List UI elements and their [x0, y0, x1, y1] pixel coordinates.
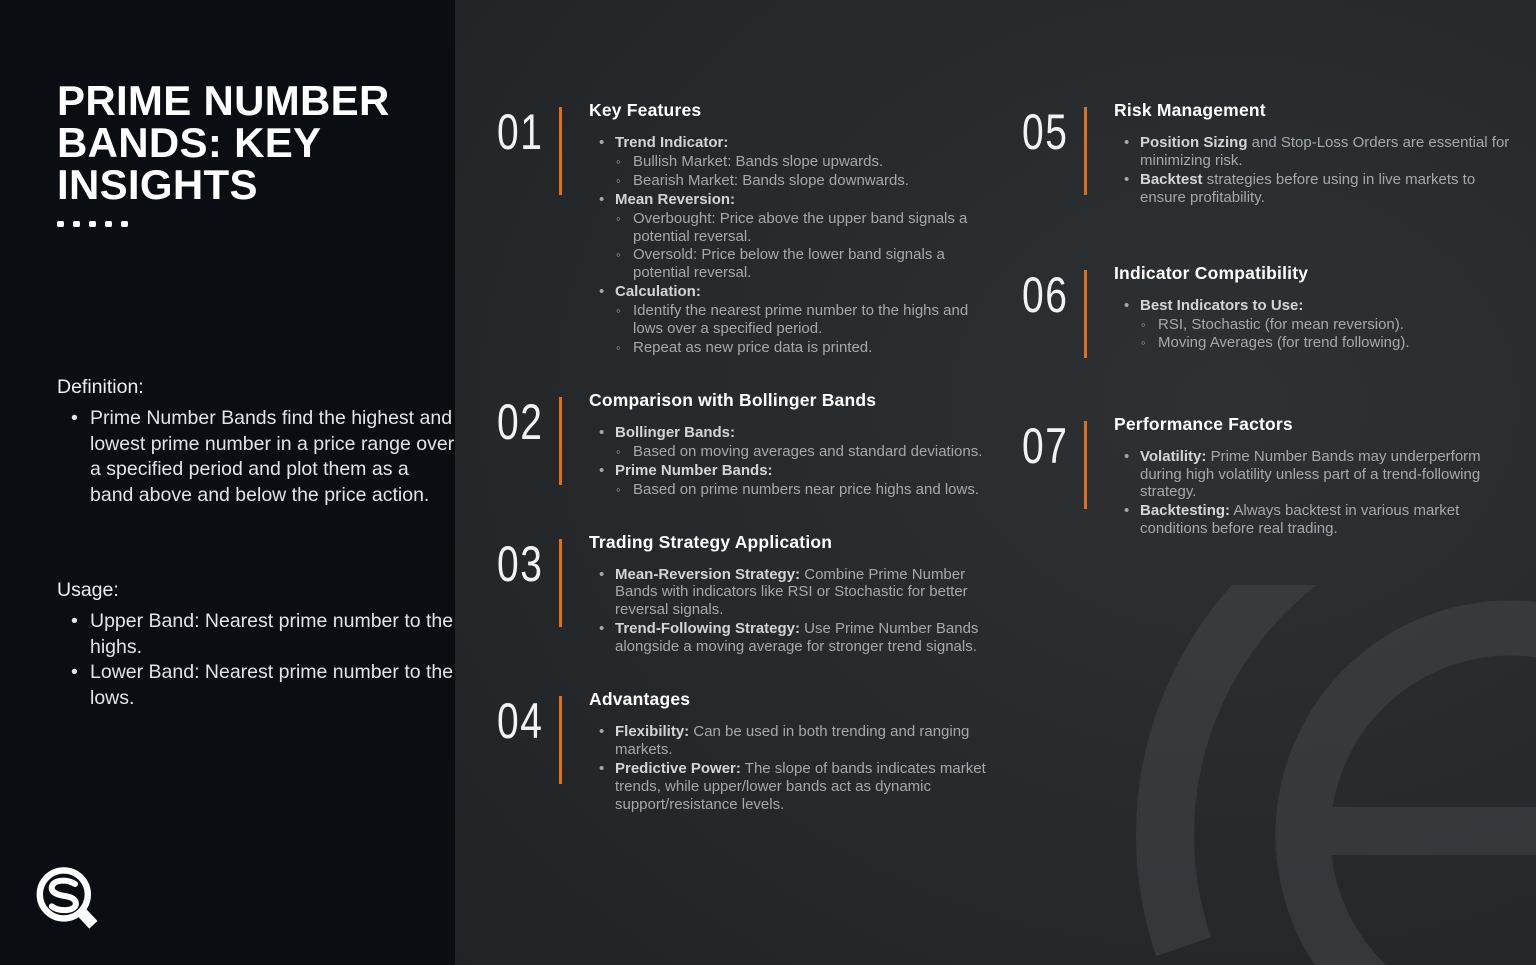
list-item: [589, 566, 989, 620]
list-item-bold-text: Backtesting:: [1140, 502, 1231, 520]
sub-list-item: [589, 153, 989, 171]
section-body: [589, 100, 989, 357]
list-item: [589, 424, 989, 442]
section-list: [589, 566, 989, 657]
list-item-bold-text: Best Indicators to Use:: [1140, 296, 1304, 314]
open-bullet-icon: ◦: [1141, 335, 1146, 351]
list-item: [1114, 134, 1519, 170]
list-item-bold-text: Trend-Following Strategy:: [615, 620, 801, 638]
section-accent-bar: [1084, 107, 1087, 195]
definition-block: [57, 376, 455, 508]
section-list: [1114, 448, 1519, 539]
open-bullet-icon: ◦: [616, 172, 621, 188]
section-number: 06: [1022, 266, 1069, 323]
sub-list-item: [589, 302, 989, 338]
list-item-text: [615, 462, 773, 480]
list-item: [57, 660, 455, 711]
sections-column-right: [1022, 100, 1519, 594]
bullet-icon: •: [1124, 296, 1130, 314]
section-title: Trading Strategy Application: [589, 531, 833, 552]
section-number: 04: [497, 693, 544, 750]
list-item: [589, 723, 989, 759]
section-accent-bar: [1084, 421, 1087, 509]
list-item: [589, 283, 989, 301]
title-dot: [89, 221, 96, 227]
list-item-bold-text: Bollinger Bands:: [615, 423, 736, 441]
list-item-text: Position Sizing and Stop-Loss Orders are essential for minimizing risk.: [1140, 134, 1510, 169]
list-item-bold-text: Predictive Power:: [615, 759, 741, 777]
list-item: [1114, 448, 1519, 502]
bullet-icon: •: [1124, 502, 1130, 520]
bullet-icon: •: [599, 283, 605, 301]
list-item-bold-text: Volatility:: [1140, 447, 1207, 465]
title-dot: [73, 221, 80, 227]
bullet-icon: •: [599, 620, 605, 638]
sub-list-item: [589, 443, 989, 461]
list-item-text: Backtest strategies before using in live markets to ensure profitability.: [1140, 170, 1476, 206]
list-item: [57, 609, 455, 660]
list-item-bold-text: Position Sizing: [1140, 134, 1248, 151]
open-bullet-icon: ◦: [616, 339, 621, 355]
section-title: Performance Factors: [1114, 413, 1293, 434]
list-item-text: [615, 191, 735, 209]
section-list: [589, 723, 989, 814]
sub-list-item-text: Bearish Market: Bands slope downwards.: [633, 171, 909, 189]
sub-list-item-text: RSI, Stochastic (for mean reversion).: [1158, 315, 1404, 333]
sections-column-left: [497, 100, 989, 847]
section-number: 02: [497, 393, 544, 450]
section-accent-bar: [559, 539, 562, 627]
list-item-bold-text: Mean-Reversion Strategy:: [615, 565, 801, 583]
section-05: [1022, 100, 1519, 207]
bullet-icon: •: [71, 407, 78, 429]
sub-list-item: [589, 481, 989, 499]
list-item: [589, 620, 989, 656]
title-dot: [105, 221, 112, 227]
section-list: [1114, 134, 1519, 207]
open-bullet-icon: ◦: [616, 443, 621, 459]
list-item-text: Predictive Power: The slope of bands indicates market trends, while upper/lower bands act as dynamic support/resistance levels.: [615, 759, 986, 813]
open-bullet-icon: ◦: [616, 303, 621, 319]
bullet-icon: •: [599, 134, 605, 151]
list-item-bold-text: Trend Indicator:: [615, 134, 729, 151]
list-item-text: Volatility: Prime Number Bands may underperform during high volatility unless part of a trend-following strategy.: [1140, 447, 1481, 501]
list-item: [57, 406, 455, 508]
section-accent-bar: [559, 696, 562, 784]
bullet-icon: •: [1124, 134, 1130, 151]
list-item-bold-text: Mean Reversion:: [615, 190, 736, 208]
section-list: [1114, 297, 1519, 353]
bullet-icon: •: [1124, 447, 1130, 465]
list-item-bold-text: Calculation:: [615, 283, 701, 301]
section-body: [1114, 414, 1519, 539]
bullet-icon: •: [1124, 170, 1130, 188]
section-accent-bar: [559, 397, 562, 485]
bullet-icon: •: [599, 759, 605, 777]
section-number: 05: [1022, 104, 1069, 160]
section-07: [1022, 414, 1519, 539]
sub-list-item-text: Identify the nearest prime number to the highs and lows over a specified period.: [633, 302, 969, 338]
section-title: Advantages: [589, 689, 691, 710]
list-item-text: Upper Band: Nearest prime number to the highs.: [90, 610, 454, 658]
bullet-icon: •: [599, 461, 605, 479]
title-dot: [57, 221, 64, 227]
page-title-line: BANDS: KEY: [57, 119, 322, 166]
usage-label: Usage:: [57, 579, 119, 601]
section-body: [589, 689, 989, 814]
sub-list-item-text: Bullish Market: Bands slope upwards.: [633, 152, 884, 170]
title-accent-dots: [57, 221, 128, 227]
section-body: [589, 390, 989, 499]
sub-list-item: [589, 339, 989, 357]
section-number: 01: [497, 104, 544, 160]
list-item-text: Flexibility: Can be used in both trending and ranging markets.: [615, 723, 970, 758]
open-bullet-icon: ◦: [616, 481, 621, 497]
sub-list-item-text: Overbought: Price above the upper band signals a potential reversal.: [633, 209, 968, 245]
definition-label: Definition:: [57, 376, 144, 398]
sub-list-item-text: Repeat as new price data is printed.: [633, 338, 873, 356]
section-list: [589, 134, 989, 357]
title-panel: [0, 0, 455, 965]
section-title: Risk Management: [1114, 100, 1266, 120]
list-item-text: [1140, 297, 1303, 315]
usage-block: [57, 579, 455, 711]
section-02: [497, 390, 989, 499]
sub-list-item: [589, 210, 989, 246]
bullet-icon: •: [599, 723, 605, 741]
open-bullet-icon: ◦: [616, 247, 621, 263]
bullet-icon: •: [599, 190, 605, 208]
list-item-text: [615, 134, 728, 152]
sub-list-item: [1114, 334, 1519, 352]
section-number: 07: [1022, 417, 1069, 474]
list-item-text: Mean-Reversion Strategy: Combine Prime Number Bands with indicators like RSI or Stochastic for better reversal signals.: [615, 565, 968, 619]
section-title: Comparison with Bollinger Bands: [589, 389, 877, 410]
sq-magnifier-logo-icon: [27, 860, 107, 940]
list-item-text: [615, 283, 701, 301]
list-item: [1114, 297, 1519, 315]
open-bullet-icon: ◦: [616, 210, 621, 226]
section-06: [1022, 263, 1519, 358]
open-bullet-icon: ◦: [616, 153, 621, 169]
definition-list: [57, 406, 455, 508]
list-item-text: Prime Number Bands find the highest and lowest prime number in a price range over a specified period and plot them as a band above and below the price action.: [90, 407, 455, 506]
sub-list-item: [589, 246, 989, 282]
sub-list-item-text: Based on prime numbers near price highs and lows.: [633, 480, 980, 498]
page-title: [57, 77, 447, 208]
section-list: [589, 424, 989, 499]
sub-list-item-text: Based on moving averages and standard deviations.: [633, 442, 983, 460]
bullet-icon: •: [71, 661, 78, 683]
list-item: [589, 191, 989, 209]
list-item: [589, 760, 989, 814]
page-title-line: PRIME NUMBER: [57, 77, 390, 124]
sub-list-item-text: Oversold: Price below the lower band signals a potential reversal.: [633, 246, 945, 282]
list-item-text: Lower Band: Nearest prime number to the lows.: [90, 661, 454, 709]
list-item: [1114, 171, 1519, 207]
list-item-text: Trend-Following Strategy: Use Prime Number Bands alongside a moving average for stronger trend signals.: [615, 620, 979, 656]
list-item: [1114, 502, 1519, 538]
page-title-line: INSIGHTS: [57, 161, 258, 208]
usage-list: [57, 609, 455, 711]
list-item-bold-text: Backtest: [1140, 170, 1203, 188]
list-item-text: Backtesting: Always backtest in various market conditions before real trading.: [1140, 502, 1460, 538]
section-accent-bar: [1084, 270, 1087, 358]
bullet-icon: •: [599, 565, 605, 583]
section-body: [1114, 100, 1519, 207]
section-number: 03: [497, 535, 544, 592]
sub-list-item: [1114, 316, 1519, 334]
section-01: [497, 100, 989, 357]
list-item-text: [615, 424, 735, 442]
bullet-icon: •: [599, 423, 605, 441]
section-title: Key Features: [589, 100, 702, 120]
open-bullet-icon: ◦: [1141, 316, 1146, 332]
section-accent-bar: [559, 107, 562, 195]
section-03: [497, 532, 989, 657]
section-body: [1114, 263, 1519, 353]
list-item-bold-text: Prime Number Bands:: [615, 461, 773, 479]
title-dot: [121, 221, 128, 227]
e-ring-watermark-icon: [1055, 585, 1536, 965]
section-04: [497, 689, 989, 814]
list-item-bold-text: Flexibility:: [615, 723, 690, 741]
section-title: Indicator Compatibility: [1114, 262, 1309, 283]
sub-list-item: [589, 172, 989, 190]
bullet-icon: •: [71, 610, 78, 632]
list-item: [589, 134, 989, 152]
list-item: [589, 462, 989, 480]
section-body: [589, 532, 989, 657]
sub-list-item-text: Moving Averages (for trend following).: [1158, 334, 1410, 352]
